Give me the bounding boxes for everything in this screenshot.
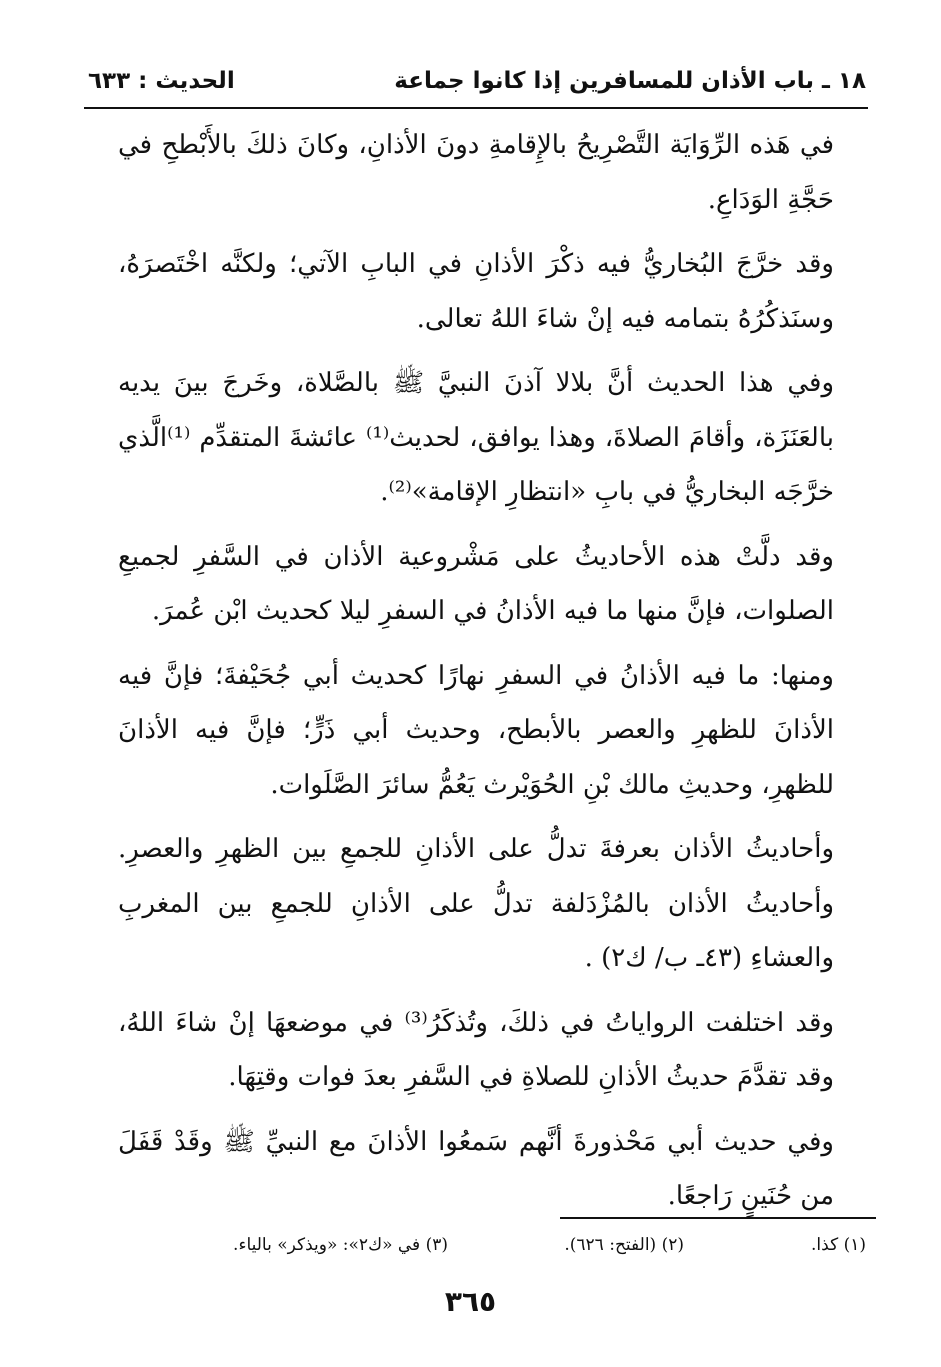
paragraph-2: وقد خرَّجَ البُخاريُّ فيه ذكْرَ الأذانِ في البابِ الآتي؛ ولكنَّه اخْتَصرَهُ، وسنَذكُرُهُ بتمامه فيه إنْ شاءَ اللهُ تعالى. [118,249,834,334]
paragraph-4: وقد دلَّتْ هذه الأحاديثُ على مَشْروعية الأذان في السَّفرِ لجميعِ الصلوات، فإنَّ منها ما فيه الأذانُ في السفرِ ليلا كحديث ابْن عُمرَ. [118,541,834,626]
paragraph-7: وقد اختلفت الرواياتُ في ذلكَ، وتُذكَرُ⁽³⁾ في موضعهَا إنْ شاءَ اللهُ، وقد تقدَّمَ حديثُ الأذانِ للصلاةِ في السَّفرِ بعدَ فوات وقتِهَا. [118,1007,834,1092]
footnote-divider [560,1217,876,1219]
footnote-3: (٣) في «ك٢»: «ويذكر» بالياء. [233,1235,448,1255]
running-header [88,64,866,104]
header-divider [84,107,868,109]
paragraph-6: وأحاديثُ الأذان بعرفةَ تدلُّ على الأذانِ للجمعِ بين الظهرِ والعصرِ. وأحاديثُ الأذان بالمُزْدَلفة تدلُّ على الأذانِ للجمعِ بين المغربِ والعشاءِ (٤٣ـ ب/ ك٢) . [118,834,834,973]
hadith-number: الحديث : ٦٣٣ [88,68,235,94]
paragraph-3: وفي هذا الحديث أنَّ بلالا آذنَ النبيَّ ﷺ بالصَّلاة، وخَرجَ بينَ يديه بالعَنَزَة، وأقامَ الصلاةَ، وهذا يوافق، لحديث⁽¹⁾ عائشةَ المتقدِّم ⁽¹⁾الَّذي خرَّجَه البخاريُّ في بابِ «انتظارِ الإقامة»⁽²⁾. [118,368,834,507]
paragraph-8: وفي حديث أبي مَحْذورةَ أنَّهم سَمعُوا الأذانَ مع النبيِّ ﷺ وقَدْ قَفَلَ من حُنَينٍ رَاجعًا. [118,1126,834,1211]
body-text [118,118,834,1234]
page-number: ٣٦٥ [444,1285,497,1318]
chapter-title: ١٨ ـ باب الأذان للمسافرين إذا كانوا جماعة [394,68,866,94]
paragraph-1: في هَذه الرِّوَايَة التَّصْرِيحُ بالإِقامةِ دونَ الأذانِ، وكانَ ذلكَ بالأَبْطحِ في حَجَّةِ الوَدَاعِ. [118,130,834,215]
footnote-2: (٢) (الفتح: ٦٢٦). [564,1235,684,1255]
paragraph-5: ومنها: ما فيه الأذانُ في السفرِ نهارًا كحديث أبي جُحَيْفةَ؛ فإنَّ فيه الأذانَ للظهرِ والعصر بالأبطح، وحديث أبي ذَرٍّ؛ فإنَّ فيه الأذانَ للظهرِ، وحديثِ مالك بْنِ الحُوَيْرث يَعُمُّ سائرَ الصَّلَوات. [118,660,834,800]
footnotes [150,1235,866,1265]
footnote-1: (١) كذا. [811,1235,866,1255]
